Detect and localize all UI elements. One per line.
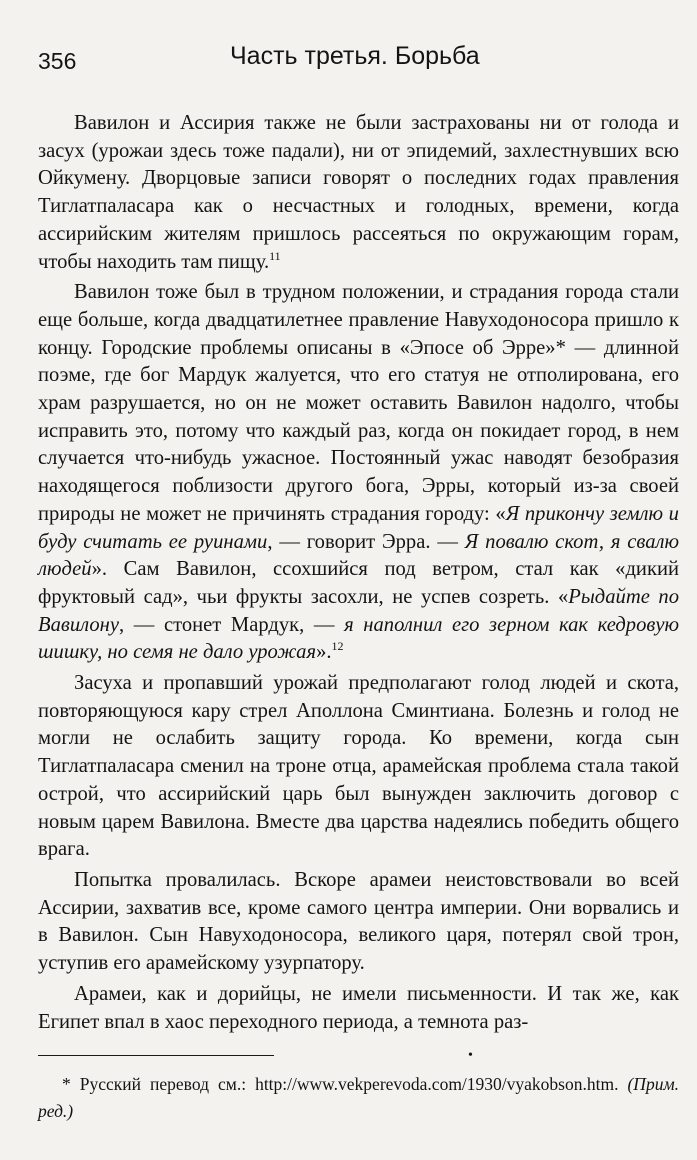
paragraph: Попытка провалилась. Вскоре арамеи неистовствовали во всей Ассирии, захватив все, кроме самого центра империи. Они ворвались и в Вавилон. Сын Навуходоносора, великого царя, потерял свой трон, уступив его арамейскому узурпатору. <box>38 868 679 975</box>
running-title: Часть третья. Борьба <box>230 42 480 70</box>
paragraph-text: , — говорит Эрра. — <box>267 530 465 553</box>
endnote-ref: 11 <box>269 248 281 263</box>
main-text <box>38 110 679 1039</box>
paragraph <box>38 279 679 667</box>
paragraph-text: Вавилон и Ассирия также не были застрахованы ни от голода и засух (урожаи здесь тоже падали), ни от эпидемий, захлестнувших всю Ойкумену. Дворцовые записи говорят о последних годах правления Тиглатпаласара как о несчастных и голодных, времени, когда ассирийским жителям пришлось рассеяться по окружающим горам, чтобы находить там пищу. <box>38 112 679 273</box>
print-speck: • <box>468 1048 473 1063</box>
quote: Рыдайте по Вавилону <box>38 585 679 636</box>
footnote <box>38 1071 679 1125</box>
quote: Я повалю скот, я свалю людей <box>38 530 679 581</box>
paragraph-text: Вавилон тоже был в трудном положении, и страдания города стали еще больше, когда двадцатилетнее правление Навуходоносора пришло к концу. Городские проблемы описаны в «Эпосе об Эрре»* — длинной поэме, где бог Мардук жалуется, что его статуя не отполирована, его храм разрушается, но он не может оставить Вавилон надолго, чтобы исправить это, потому что каждый раз, когда он покидает город, в нем случается что-нибудь ужасное. Постоянный ужас наводят безобразия находящегося поблизости другого бога, Эрры, который из-за своей природы не может не причинять страдания городу: « <box>38 281 679 525</box>
editor-note: (Прим. ред.) <box>38 1074 679 1121</box>
page-header <box>38 40 677 80</box>
endnote-ref: 12 <box>331 639 344 654</box>
footnote-text: * Русский перевод см.: http://www.vekperevoda.com/1930/vyakobson.htm. <box>62 1074 619 1094</box>
paragraph-text: ». Сам Вавилон, ссохшийся под ветром, стал как «дикий фруктовый сад», чьи фрукты засохли, не успев созреть. « <box>38 558 679 608</box>
footnote-divider <box>38 1055 274 1056</box>
quote: я наполнил его зерном как кедровую шишку, но семя не дало урожая <box>38 613 680 664</box>
paragraph-text: ». <box>316 641 332 664</box>
paragraph: Арамеи, как и дорийцы, не имели письменности. И так же, как Египет впал в хаос переходного периода, а темнота раз- <box>38 982 679 1033</box>
paragraph <box>38 110 679 276</box>
paragraph-text: , — стонет Мардук, — <box>119 613 345 636</box>
paragraph: Засуха и пропавший урожай предполагают голод людей и скота, повторяющуюся кару стрел Аполлона Сминтиана. Болезнь и голод не могли не ослабить защиту города. Ко времени, когда сын Тиглатпаласара сменил на троне отца, арамейская проблема стала такой острой, что ассирийский царь был вынужден заключить договор с новым царем Вавилона. Вместе два царства надеялись победить общего врага. <box>38 672 679 861</box>
page-number: 356 <box>38 48 77 74</box>
quote: Я прикончу землю и буду считать ее руинами <box>38 502 679 553</box>
